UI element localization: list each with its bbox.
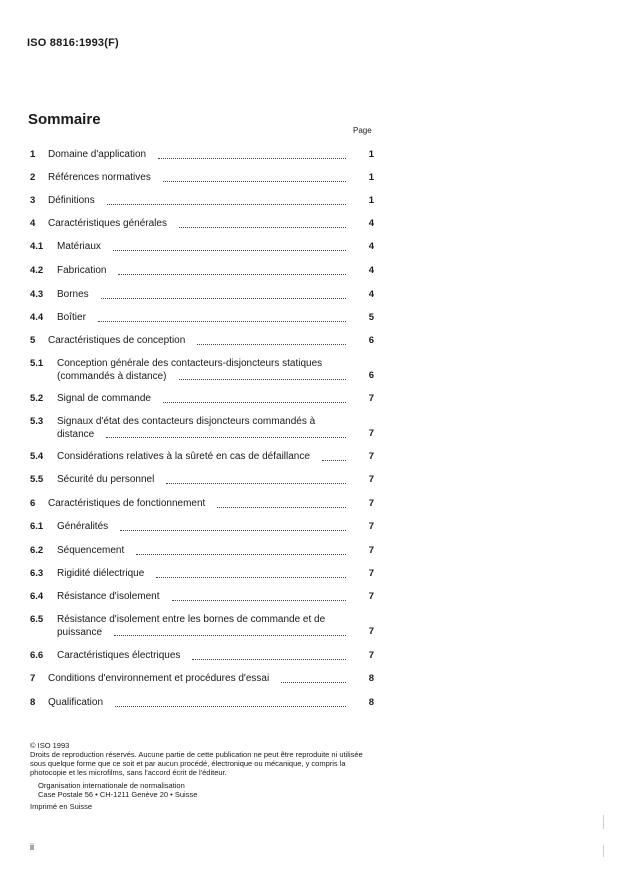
toc-title: Résistance d'isolement entre les bornes de commande et de [57, 614, 326, 625]
leader-dots [179, 226, 346, 228]
leader-dots [322, 459, 346, 461]
toc-number: 5 [30, 335, 36, 346]
toc-number: 4.1 [30, 241, 44, 252]
toc-title: Conception générale des contacteurs-disjoncteurs statiques [57, 358, 323, 369]
toc-title: Caractéristiques électriques [57, 650, 181, 661]
leader-dots [118, 273, 346, 275]
toc-page: 1 [368, 172, 374, 183]
toc-number: 5.3 [30, 416, 44, 427]
scan-mark [603, 845, 604, 857]
toc-title: Caractéristiques générales [48, 218, 167, 229]
toc-page: 1 [368, 149, 374, 160]
toc-title: Qualification [48, 697, 104, 708]
toc-title: Références normatives [48, 172, 151, 183]
toc-title: Considérations relatives à la sûreté en cas de défaillance [57, 451, 310, 462]
document-id: ISO 8816:1993(F) [27, 37, 119, 49]
toc-page: 6 [368, 335, 374, 346]
toc-title: Matériaux [57, 241, 101, 252]
toc-number: 6.3 [30, 568, 44, 579]
toc-title: Domaine d'application [48, 149, 147, 160]
toc-title-continued: distance [57, 428, 95, 440]
toc-number: 4 [30, 218, 36, 229]
toc-number: 5.5 [30, 474, 44, 485]
leader-dots [98, 320, 346, 322]
toc-number: 6.6 [30, 650, 44, 661]
leader-dots [107, 203, 346, 205]
toc-page: 4 [368, 265, 374, 276]
toc-number: 4.2 [30, 265, 44, 276]
leader-dots [163, 401, 346, 403]
page-title: Sommaire [28, 111, 101, 128]
toc-number: 5.4 [30, 451, 44, 462]
toc-page: 5 [368, 312, 374, 323]
toc-title: Sécurité du personnel [57, 474, 155, 485]
toc-page: 7 [368, 545, 374, 556]
toc-title: Signal de commande [57, 393, 151, 404]
publisher-address: Case Postale 56 • CH-1211 Genève 20 • Suisse [38, 790, 198, 799]
toc-title: Bornes [57, 289, 89, 300]
leader-dots [136, 553, 346, 555]
leader-dots [158, 157, 346, 159]
printed-in: Imprimé en Suisse [30, 802, 93, 811]
toc-page: 6 [368, 370, 374, 381]
leader-dots [166, 482, 346, 484]
toc-number: 6.4 [30, 591, 44, 602]
toc-title: Définitions [48, 195, 95, 206]
leader-dots [156, 576, 346, 578]
toc-number: 1 [30, 149, 36, 160]
toc-page: 4 [368, 241, 374, 252]
leader-dots [217, 506, 346, 508]
toc-title: Rigidité diélectrique [57, 568, 145, 579]
toc-page: 7 [368, 474, 374, 485]
toc-number: 4.3 [30, 289, 44, 300]
toc-title: Généralités [57, 521, 109, 532]
toc-page: 7 [368, 650, 374, 661]
copyright-line: © ISO 1993 [30, 741, 70, 750]
toc-title: Résistance d'isolement [57, 591, 160, 602]
scan-mark [603, 815, 604, 829]
leader-dots [115, 705, 346, 707]
toc-page: 7 [368, 568, 374, 579]
leader-dots [172, 599, 346, 601]
leader-dots [106, 436, 346, 438]
toc-page: 4 [368, 289, 374, 300]
leader-dots [120, 529, 346, 531]
leader-dots [281, 681, 346, 683]
toc-number: 2 [30, 172, 36, 183]
toc-number: 7 [30, 673, 36, 684]
toc-page: 7 [368, 626, 374, 637]
toc-page: 7 [368, 451, 374, 462]
publisher-name: Organisation internationale de normalisation [38, 781, 185, 790]
leader-dots [114, 634, 346, 636]
toc-page: 4 [368, 218, 374, 229]
toc-page: 7 [368, 591, 374, 602]
toc-page: 7 [368, 393, 374, 404]
publisher-block [38, 781, 197, 799]
toc-title: Signaux d'état des contacteurs disjoncteurs commandés à [57, 416, 316, 427]
toc-number: 8 [30, 697, 36, 708]
page-number: ii [30, 842, 34, 852]
toc-page: 8 [368, 673, 374, 684]
toc-title-continued: (commandés à distance) [57, 370, 167, 382]
toc-number: 6 [30, 498, 36, 509]
toc-page: 7 [368, 521, 374, 532]
toc-page: 8 [368, 697, 374, 708]
rights-notice: Droits de reproduction réservés. Aucune partie de cette publication ne peut être reproduite ni utilisée sous quelque forme que ce soit et par aucun procédé, électronique ou mécanique, y compris la photocopie et les microfilms, sans l'accord écrit de l'éditeur. [30, 750, 363, 777]
toc-title: Caractéristiques de conception [48, 335, 186, 346]
toc-title: Conditions d'environnement et procédures d'essai [48, 673, 270, 684]
toc-page: 1 [368, 195, 374, 206]
toc-title: Fabrication [57, 265, 107, 276]
toc-title: Boîtier [57, 312, 86, 323]
toc-title: Séquencement [57, 545, 125, 556]
toc-number: 5.2 [30, 393, 44, 404]
leader-dots [179, 378, 347, 380]
toc-title: Caractéristiques de fonctionnement [48, 498, 206, 509]
toc-number: 6.2 [30, 545, 44, 556]
toc-title-continued: puissance [57, 626, 103, 638]
toc-number: 5.1 [30, 358, 44, 369]
toc-number: 4.4 [30, 312, 44, 323]
toc-number: 6.5 [30, 614, 44, 625]
toc-page: 7 [368, 498, 374, 509]
toc-number: 6.1 [30, 521, 44, 532]
leader-dots [113, 249, 346, 251]
toc-page: 7 [368, 428, 374, 439]
leader-dots [197, 343, 346, 345]
page-column-label: Page [353, 126, 372, 135]
leader-dots [101, 297, 346, 299]
leader-dots [192, 658, 346, 660]
leader-dots [163, 180, 346, 182]
toc-number: 3 [30, 195, 36, 206]
